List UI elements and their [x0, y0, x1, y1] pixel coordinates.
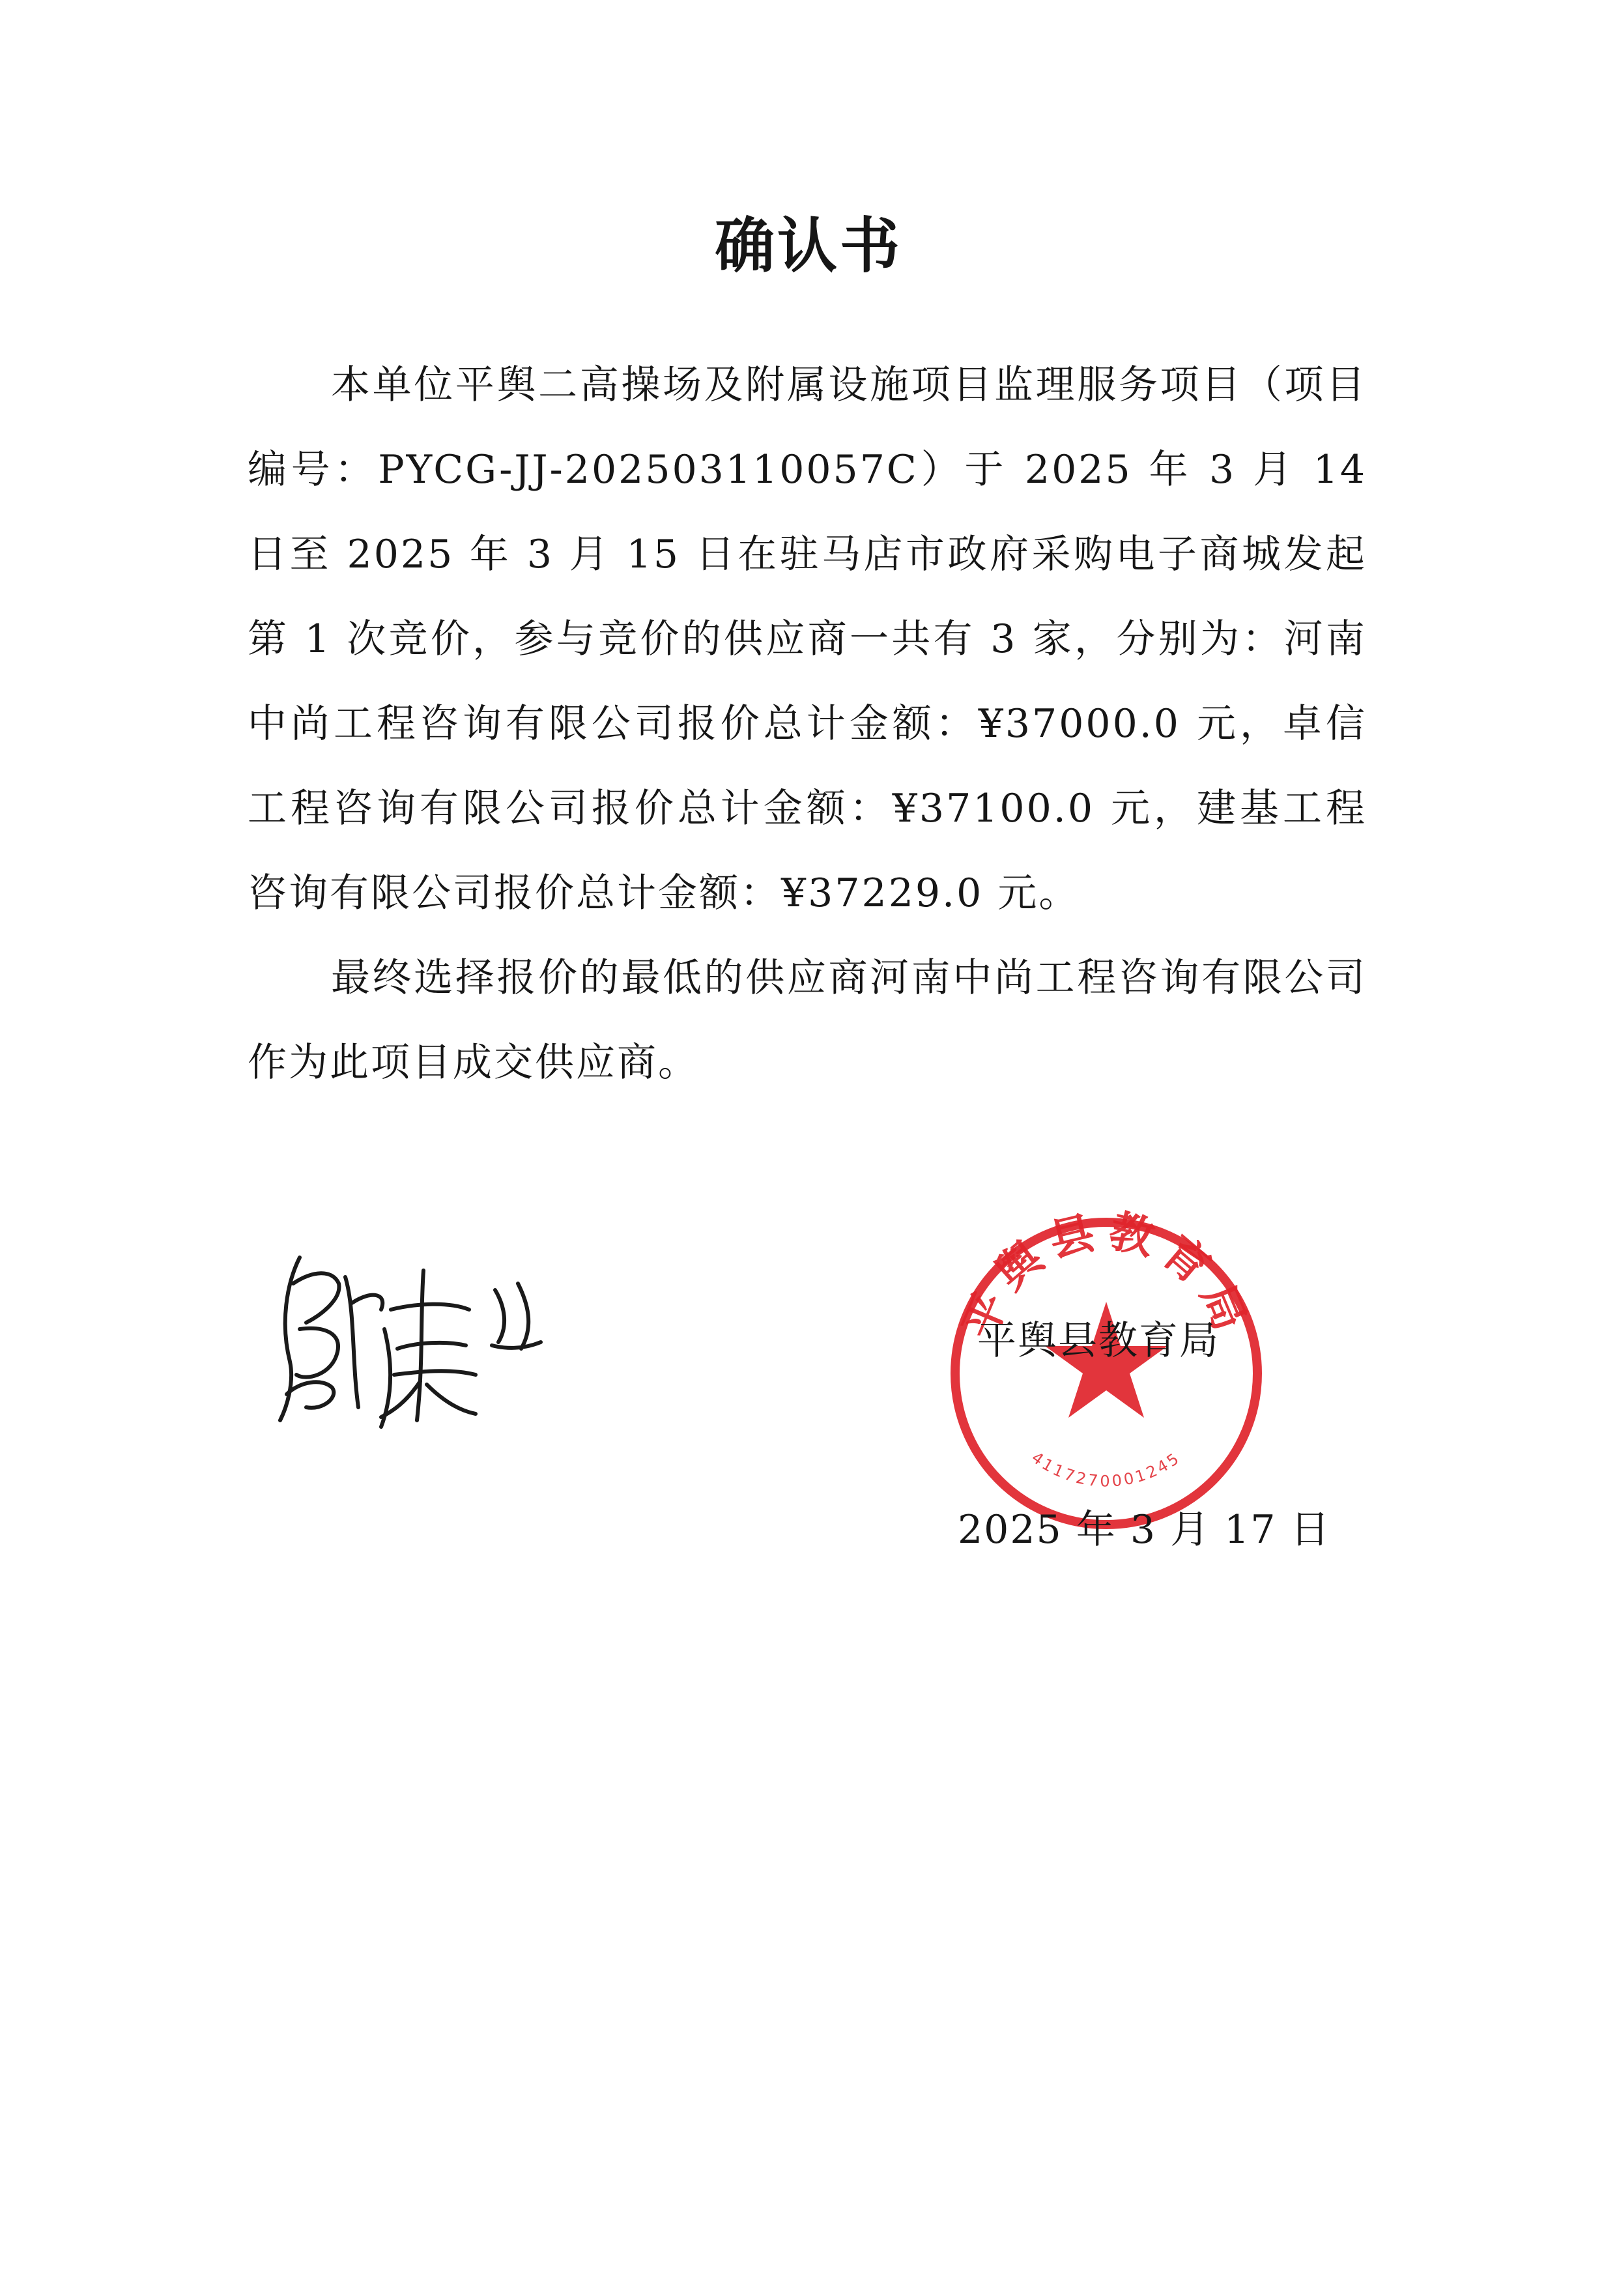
handwritten-signature-icon	[261, 1212, 573, 1446]
document-title: 确认书	[714, 211, 902, 281]
document-body	[248, 343, 1367, 1105]
paragraph-final-selection: 最终选择报价的最低的供应商河南中尚工程咨询有限公司作为此项目成交供应商。	[248, 955, 1367, 1085]
svg-text:4117270001245: 4117270001245	[1028, 1448, 1184, 1491]
document-date: 2025 年 3 月 17 日	[958, 1507, 1331, 1553]
official-red-seal-icon	[937, 1204, 1276, 1543]
paragraph-bidding-summary: 本单位平舆二高操场及附属设施项目监理服务项目（项目编号：PYCG-JJ-202503110057C）于 2025 年 3 月 14 日至 2025 年 3 月 15 日在驻马店市政府采购电子商城发起第 1 次竞价，参与竞价的供应商一共有 3 家，分别为：河南中尚工程咨询有限公司报价总计金额：¥37000.0 元，卓信工程咨询有限公司报价总计金额：¥37100.0 元，建基工程咨询有限公司报价总计金额：¥37229.0 元。	[248, 362, 1367, 916]
svg-text:平舆县教育局: 平舆县教育局	[953, 1205, 1259, 1347]
issuing-organization: 平舆县教育局	[977, 1318, 1220, 1364]
